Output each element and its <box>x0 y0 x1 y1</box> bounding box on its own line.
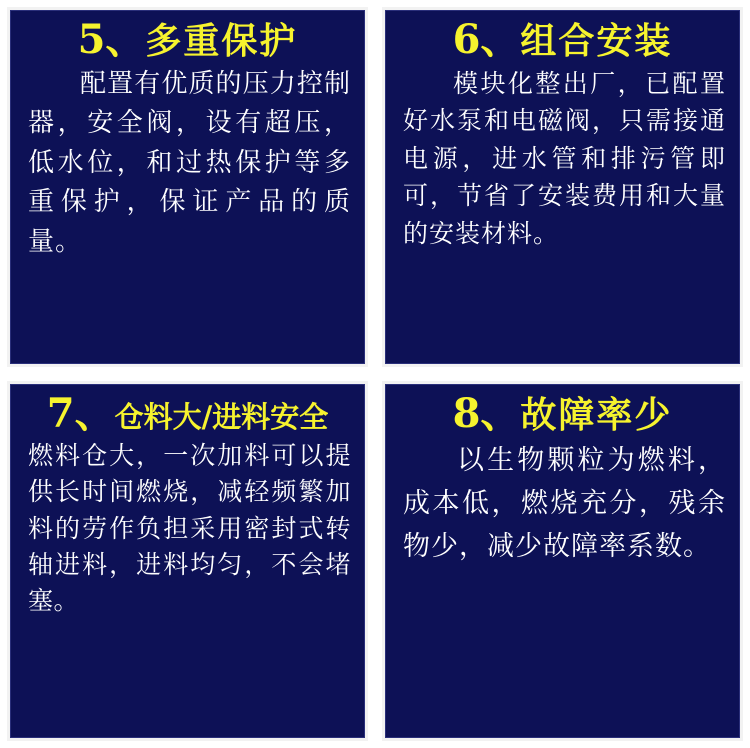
feature-panel-8 <box>382 381 743 741</box>
panel-cell-5 <box>0 0 375 374</box>
feature-panel-6 <box>382 7 743 367</box>
panel-5-heading <box>22 16 353 63</box>
panel-5-title: 多重保护 <box>145 21 298 62</box>
panel-7-heading <box>22 390 353 437</box>
panel-cell-8 <box>375 374 750 748</box>
feature-panel-5 <box>7 7 368 367</box>
panel-5-body: 配置有优质的压力控制器，安全阀，设有超压，低水位，和过热保护等多重保护，保证产品的质量。 <box>28 68 351 257</box>
panel-5-number: 5、 <box>77 16 146 63</box>
panel-8-body: 以生物颗粒为燃料，成本低，燃烧充分，残余物少，减少故障率系数。 <box>403 444 726 563</box>
panel-6-heading <box>397 16 728 63</box>
panel-cell-6 <box>375 0 750 374</box>
panel-6-title: 组合安装 <box>520 21 673 62</box>
panel-8-number: 8、 <box>452 390 521 437</box>
panel-7-number: 7、 <box>46 390 115 437</box>
panel-6-body: 模块化整出厂，已配置好水泵和电磁阀，只需接通电源，进水管和排污管即可，节省了安装费用和大量的安装材料。 <box>403 68 726 248</box>
panel-8-title: 故障率少 <box>520 395 673 436</box>
feature-panel-7 <box>7 381 368 741</box>
panel-7-body: 燃料仓大，一次加料可以提供长时间燃烧，减轻频繁加料的劳作负担采用密封式转轴进料，进料均匀，不会堵塞。 <box>28 441 351 615</box>
panel-8-heading <box>397 390 728 437</box>
panel-6-number: 6、 <box>452 16 521 63</box>
panel-cell-7 <box>0 374 375 748</box>
panel-7-title: 仓料大/进料安全 <box>114 400 329 434</box>
